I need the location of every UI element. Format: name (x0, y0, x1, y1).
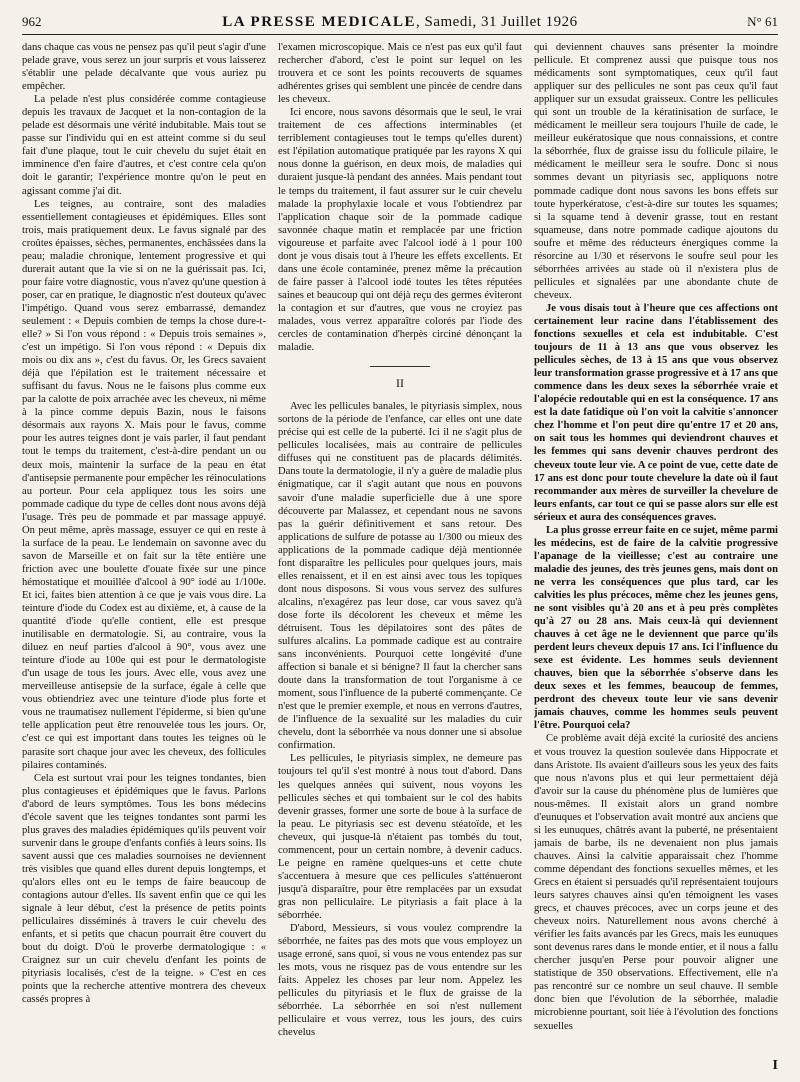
paragraph: Je vous disais tout à l'heure que ces affections ont certainement leur racine dans l'établissement des fonctions sexuelles et cela est indubitable. C'est toujours de 11 à 13 ans que vous observez les pellicules sèches, de 13 à 15 ans que vous observez leur transformation grasse progressive et à 17 ans que commence dans les deux sexes la séborrhée vraie et l'alopécie redoutable qui en est la conséquence. 17 ans est la date fatidique où l'on voit la calvitie s'annoncer chez l'homme et l'on peut dire qu'entre 17 et 20 ans, on sait tous les hommes qui deviendront chauves et les femmes qui sans devenir chauves perdront des cheveux toute leur vie. A ce point de vue, cette date de 17 ans est donc pour toute chevelure la date où il faut recommander aux mères de surveiller la chevelure de leurs enfants, car tout ce qui se passe alors sur elle est sérieux et aura des conséquences graves. (534, 302, 778, 523)
paragraph: Cela est surtout vrai pour les teignes tondantes, bien plus contagieuses et épidémiques que le favus. Parlons d'abord de leurs symptômes. Tous les bons médecins d'école savent que les teignes tondantes sont parmi les plus graves des maladies épidémiques qu'ils peuvent voir survenir dans le groupe d'enfants confiés à leurs soins. Ils savent aussi que ces maladies sournoises ne deviennent très visibles que quand elles durent depuis longtemps, et qu'alors elles ont eu le temps de faire beaucoup de contagions autour d'elles. Ils savent enfin que ce qui les signale à leur début, c'est la présence de petits points pelliculaires disséminés à travers le cuir chevelu des enfants, et si petits que chacun pourrait être couvert du bout du doigt. D'où le proverbe dermatologique : « Craignez sur un cuir chevelu d'enfant les points de pityriasis localisés, c'est de la teigne. » C'est en ces points que la recherche attentive montrera des cheveux cassés propres à (22, 772, 266, 1006)
paragraph: D'abord, Messieurs, si vous voulez comprendre la séborrhée, ne faites pas des mots que vous employez un usage erroné, sans quoi, si vous ne vous entendez pas sur les mots, vous ne risquez pas de vous entendre sur les faits. Appelez les choses par leur nom. Appelez les pellicules du pityriasis et le flux de graisse de la séborrhée. La séborrhée en soi n'est nullement pelliculaire et vous verrez, tous les jours, des cuirs chevelus (278, 923, 522, 1039)
masthead: LA PRESSE MEDICALE, Samedi, 31 Juillet 1926 (222, 14, 578, 30)
section-heading: II (370, 366, 430, 390)
paragraph: Ici encore, nous savons désormais que le seul, le vrai traitement de ces affections interminables (et terriblement contagieuses tout le temps qu'elles durent) est l'épilation automatique pratiquée par les rayons X qui nous donne la guérison, en deux mois, de maladies qui duraient jusque-là pendant des années. Mais pendant tout le temps du traitement, il faut assurer sur le cuir chevelu malade la prophylaxie locale et vous l'obtiendrez par l'application chaque soir de la pommade cadique savonnée chaque matin et remplacée par une friction vigoureuse et parfaite avec l'alcool iodé à 1 pour 100 dont je vous disais tout à l'heure les effets excellents. Et dans une école contaminée, prenez même la précaution de faire passer à l'alcool iodé toutes les têtes réputées saines et beaucoup qui ont déjà reçu des germes éviteront la contagion et sur d'autres, que vous ne croyiez pas malades, vous verrez apparaître colorés par l'iode des cercles de contamination d'herpès circiné dénonçant la maladie. (278, 107, 522, 354)
folio-mark: I (772, 1058, 778, 1073)
paragraph: qui deviennent chauves sans présenter la moindre pellicule. Et comprenez aussi que puisque tous nos médicaments sont symptomatiques, ceux qu'il faut appliquer sur des pellicules ne sont pas ceux qu'il faut appliquer sur un exsudat graisseux. Contre les pellicules qui sont un trouble de la kératinisation de surface, le médicament le meilleur sera toujours l'huile de cade, le meilleur eukératosique que nous connaissions, et contre la séborrhée, flux de graisse issu du follicule pilaire, le médicament le meilleur sera le soufre. Donc si nous sommes devant un pityriasis sec, appliquons notre pommade cadique dont nous savons les bons effets sur toute hyperkératose, c'est-à-dire sur toutes les squames; si la squame tend à devenir grasse, tout en restant squameuse, dans notre pommade cadique ajoutons du soufre et même des réducteurs énergiques comme la résorcine au 1/30 et réservons le soufre seul pour les séborrhées arrivées au stade où il n'existera plus de pellicules et signalées par une abondante chute de cheveux. (534, 42, 778, 301)
issue-number: N° 61 (747, 14, 778, 29)
column-3 (534, 41, 778, 1081)
text-columns (22, 41, 778, 1081)
column-1 (22, 41, 266, 1081)
paragraph: Ce problème avait déjà excité la curiosité des anciens et vous trouvez la question soulevée dans Hippocrate et dans Aristote. Ils avaient d'ailleurs sous les yeux des faits que nous n'avons plus et qui leur permettaient déjà d'avoir sur la cause du phénomène plus de lumières que nous-mêmes. Il existait alors un grand nombre d'eunuques et l'observation avait montré aux anciens que si les eunuques, châtrés avant la puberté, ne présentaient jamais de barbe, ils ne devenaient non plus jamais chauves. Ainsi la calvitie apparaissait chez l'homme comme dépendant des fonctions sexuelles mêmes, et les Grecs en étaient si persuadés qu'il représentaient toujours leurs satyres chauves ainsi qu'en témoignent les vases grecs, et chauves précoces, avec un corps jeune et des cheveux noirs. Naturellement nous avons cherché à vérifier les faits avancés par les Grecs, mais les eunuques sont devenus rares dans le monde entier, et il nous a fallu chercher jusqu'en Perse pour pouvoir aligner une statistique de 350 observations. Effectivement, elle n'a pas rencontré sur ce nombre un seul chauve. Il semble donc bien que l'évolution de la séborrhée, maladie microbienne pourtant, soit liée à l'évolution des fonctions sexuelles (534, 733, 778, 1032)
paragraph: dans chaque cas vous ne pensez pas qu'il peut s'agir d'une pelade grave, vous serez un jour surpris et vous laisserez s'établir une pelade décalvante que vous auriez pu empêcher. (22, 42, 266, 93)
column-2 (278, 41, 522, 1081)
paragraph: La pelade n'est plus considérée comme contagieuse depuis les travaux de Jacquet et la non-contagion de la pelade est désormais une vérité indubitable. Mais tout se passe sur l'individu qui en est atteint comme si du seul fait d'une plaque, tout le cuir chevelu du sujet était en imminence d'en faire d'autres, et c'est contre cela qu'on doit le garantir; l'expérience montre qu'on le peut en agissant comme j'ai dit. (22, 94, 266, 197)
paragraph: Les teignes, au contraire, sont des maladies essentiellement contagieuses et épidémiques. Elles sont trois, mais pratiquement deux. Le favus signalé par des croûtes épaisses, sèches, permanentes, enchâssées dans la peau; maladie chronique, lentement progressive et qui durerait autant que la vie si on ne la guérissait pas. Ici, pour faire votre diagnostic, vous n'avez qu'une question à poser, car en pratique, le diagnostic n'est douteux qu'avec l'impétigo. Quand vous serez embarrassé, demandez seulement : « Depuis combien de temps la chose dure-t-elle? » Si l'on vous répond : « Depuis trois semaines », c'est un impétigo. Si l'on vous répond : « Depuis dix mois ou dix ans », c'est du favus. Or, les Grecs savaient déjà que l'épilation est le traitement nécessaire et suffisant du favus. Nous ne le faisons plus comme eux par la calotte de poix arrachée avec les cheveux, ni même à la pince comme depuis Bazin, nous le faisons désormais aux rayons X. Mais pour le favus, comme pour les autres teignes dont je vais parler, il faut pendant tout le temps du traitement, c'est-à-dire pendant un ou deux mois, maintenir la surface de la peau en état d'antisepsie permanente pour empêcher les réinoculations au porteur. Pour cela appliquez tous les soirs une pommade cadique du type de celles dont nous avons déjà l'usage. Très peu de pommade et par massage appuyé. On peut même, après massage, essuyer ce qui en reste à la surface de la peau. Le lendemain on savonne avec du savon de Marseille et on fait sur la tête entière une friction avec une boulette d'ouate fixée sur une pince hémostatique et mouillée d'alcool à 90° iodé au 1/100e. Et ici, faites bien attention à ce que je vais vous dire. La teinture d'iode du Codex est au dixième, et, à cause de la quantité d'iode qu'elle contient, elle est presque inutilisable en dermatologie. Si, au contraire, vous la diluez en neuf parties d'alcool à 90°, vous avez une teinture d'iode au 100e qui est pour le dermatologiste d'un usage de tous les jours. Avec elle, vous avez une merveilleuse antisepsie de la surface, égale à celle que vous obtiendriez avec une teinture d'iode plus forte et vous ne traumatisez nullement l'épiderme, si bien qu'une telle application peut être renouvelée tous les jours. Or, c'est ce qui est important dans toutes les teignes où le parasite sort chaque jour avec les cheveux, des follicules pilaires contaminés. (22, 198, 266, 771)
page-number: 962 (22, 14, 42, 29)
paragraph: l'examen microscopique. Mais ce n'est pas eux qu'il faut rechercher d'abord, c'est le point sur lequel on les trouvera et ce sont les points recouverts de squames adhérentes grises qui semblent une pincée de cendre dans les cheveux. (278, 42, 522, 106)
journal-title: LA PRESSE MEDICALE (222, 14, 417, 30)
paragraph: La plus grosse erreur faite en ce sujet, même parmi les médecins, est de faire de la calvitie progressive l'apanage de la vieillesse; c'est au contraire une maladie des jeunes, des très jeunes gens, mais dont on ne verra les conséquences que plus tard, car les calvities les plus précoces, même chez les jeunes gens, ne sont visibles qu'à 20 ans et à peu près complètes qu'à 27 ou 28 ans. Mais ceux-là qui deviennent chauves à cet âge ne le deviennent que parce qu'ils perdent leurs cheveux depuis 17 ans. Ici l'influence du sexe est évidente. Les hommes seuls deviennent chauves, bien que la séborrhée s'observe dans les deux sexes et les femmes, beaucoup de femmes, perdront des cheveux toute leur vie sans devenir jamais chauves, comme les hommes seuls peuvent l'être. Pourquoi cela? (534, 524, 778, 732)
issue-date: Samedi, 31 Juillet 1926 (424, 14, 578, 30)
page-header (22, 14, 778, 35)
paragraph: Avec les pellicules banales, le pityriasis simplex, nous sortons de la période de l'enfance, car elles ont une date précise qui est celle de la puberté. Ici il ne s'agit plus de pellicules localisées, mais au contraire de pellicules diffuses qui ne constituent pas de placards délimités. Dans toute la dermatologie, il n'y a guère de maladie plus énigmatique, car il s'agit autant que nous en pouvons savoir d'une maladie superficielle due à une spore découverte par Malassez, et cependant nous ne savons pas la guérir définitivement et sans retour. Des applications de sulfure de potasse au 1/300 ou mieux des applications de la pommade cadique déjà mentionnée font disparaître les pellicules pour quelques jours, mais elles renaissent, et il en est ainsi avec tous les topiques dont nous disposons. Si vous vous servez des sulfures alcalins, n'exagérez pas leur dose, car vous savez qu'à dose forte ils décolorent les cheveux et même les détruisent. Tous les dépilatoires sont des pâtes de sulfures alcalins. La pommade cadique est au contraire sans inconvénients. Pourquoi cette longévité d'une affection si banale et si bénigne? Il faut la chercher sans doute dans la transformation de tout l'organisme à ce moment, sous l'influence de la puberté commençante. Ce n'est que le premier exemple, et nous en verrons d'autres, de l'influence de la sexualité sur les maladies du cuir chevelu, dont la séborrhée va nous donner une si absolue confirmation. (278, 401, 522, 752)
paragraph: Les pellicules, le pityriasis simplex, ne demeure pas toujours tel qu'il s'est montré à nous tout d'abord. Dans les quelques années qui suivent, nous voyons les pellicules sèches et qui tombaient sur le col des habits devenir grasses, former une sorte de boue à la surface de la peau. Le pityriasis sec est devenu stéatoïde, et les cheveux, qui jusque-là n'étaient pas tombés du tout, commencent, pour un certain nombre, à devenir caducs. Le peigne en ramène quelques-uns et cette chute s'accentuera à mesure que ces pellicules s'atténueront jusqu'à disparaître, pour être remplacées par un exsudat gras non pelliculaire. Le pityriasis a fait place à la séborrhée. (278, 753, 522, 921)
